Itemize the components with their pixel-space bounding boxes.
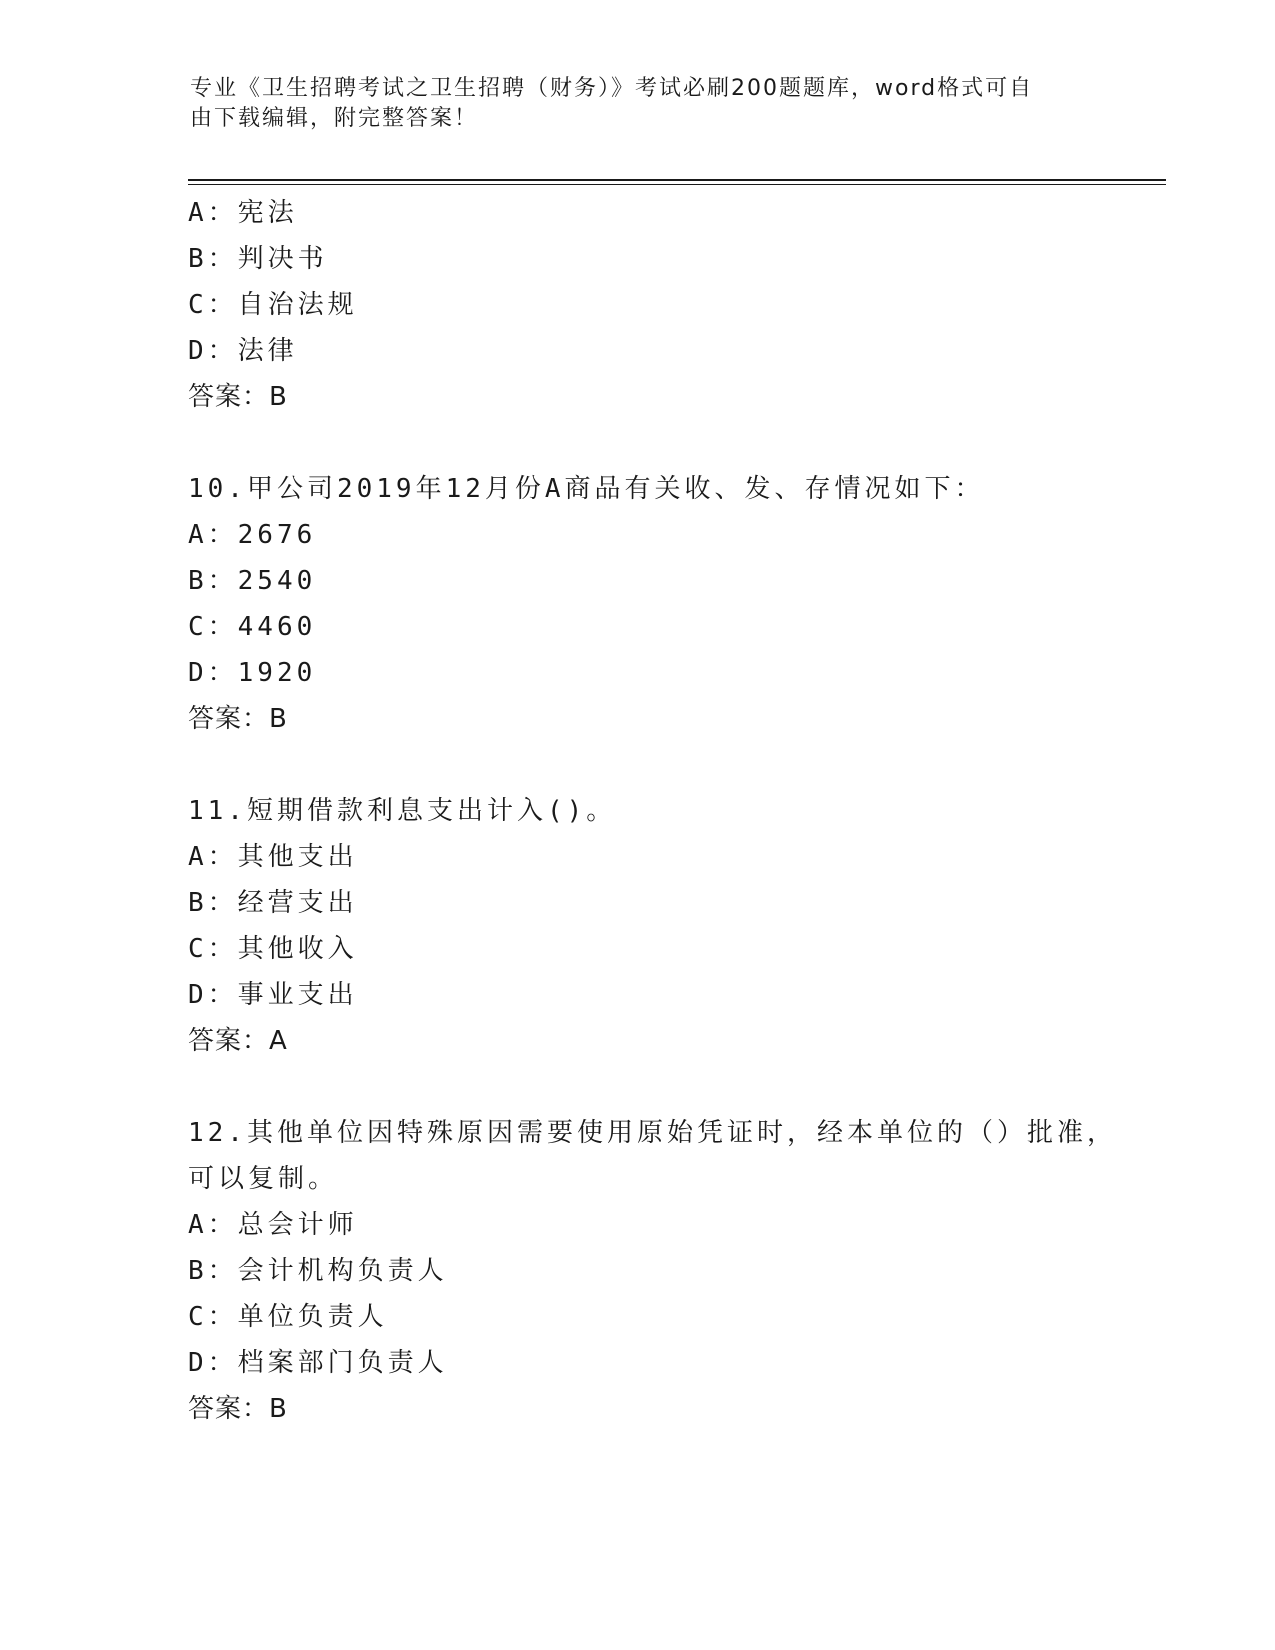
question-stem-line-2: 可以复制。 xyxy=(188,1164,339,1194)
spacer xyxy=(188,742,1088,788)
option-c: C：自治法规 xyxy=(188,290,358,320)
option-a: A：其他支出 xyxy=(188,842,358,872)
header-line-2: 由下载编辑，附完整答案！ xyxy=(190,106,479,131)
question-9 xyxy=(188,190,1088,420)
question-stem: 11.短期借款利息支出计入()。 xyxy=(188,796,617,826)
option-d: D：法律 xyxy=(188,336,298,366)
header-rule-thick xyxy=(188,179,1166,181)
option-d: D：事业支出 xyxy=(188,980,358,1010)
option-b: B：判决书 xyxy=(188,244,328,274)
spacer xyxy=(188,420,1088,466)
option-b: B：会计机构负责人 xyxy=(188,1256,448,1286)
spacer xyxy=(188,1064,1088,1110)
option-c: C：4460 xyxy=(188,612,317,642)
question-list xyxy=(188,190,1117,1432)
question-12 xyxy=(188,1110,1117,1432)
option-c: C：其他收入 xyxy=(188,934,358,964)
answer: 答案：B xyxy=(188,704,288,734)
answer: 答案：B xyxy=(188,382,288,412)
question-stem: 10.甲公司2019年12月份A商品有关收、发、存情况如下： xyxy=(188,474,985,504)
answer: 答案：A xyxy=(188,1026,288,1056)
question-11 xyxy=(188,788,1088,1064)
option-a: A：宪法 xyxy=(188,198,298,228)
option-b: B：2540 xyxy=(188,566,317,596)
document-header xyxy=(190,74,1090,134)
question-stem-line-1: 12.其他单位因特殊原因需要使用原始凭证时，经本单位的（）批准， xyxy=(188,1118,1117,1148)
option-d: D：档案部门负责人 xyxy=(188,1348,448,1378)
option-a: A：2676 xyxy=(188,520,317,550)
answer: 答案：B xyxy=(188,1394,288,1424)
header-line-1: 专业《卫生招聘考试之卫生招聘（财务）》考试必刷200题题库，word格式可自 xyxy=(190,76,1034,101)
option-a: A：总会计师 xyxy=(188,1210,358,1240)
option-b: B：经营支出 xyxy=(188,888,358,918)
question-10 xyxy=(188,466,1088,742)
header-rule-thin xyxy=(188,184,1166,185)
option-c: C：单位负责人 xyxy=(188,1302,388,1332)
option-d: D：1920 xyxy=(188,658,317,688)
